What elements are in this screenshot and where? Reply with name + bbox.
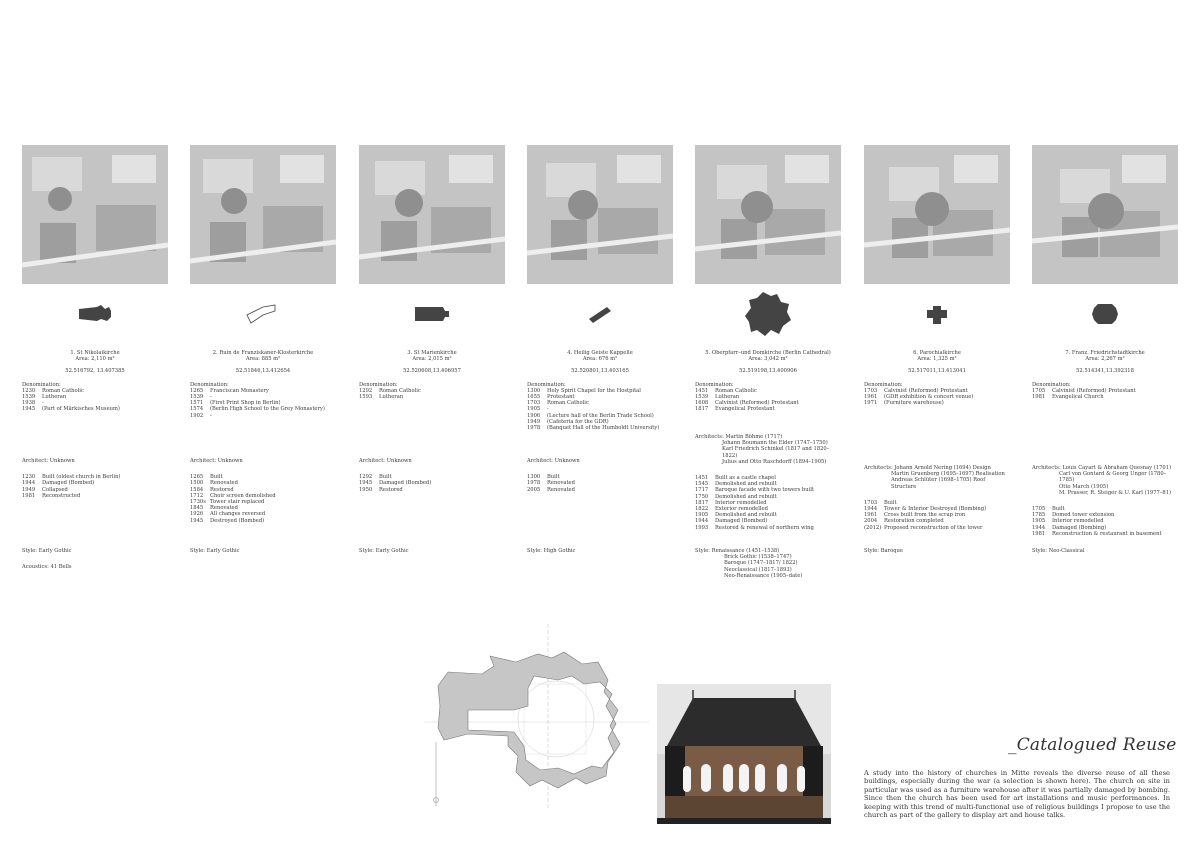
church-floor-plan: [424, 624, 649, 809]
history-row: 1703 Built: [864, 499, 897, 506]
church-column: [695, 145, 841, 413]
architect-line: Martin Gruenberg (1695–1697) Realisation: [891, 471, 1005, 478]
history-row: (2012) Proposed reconstruction of the tower: [864, 524, 983, 531]
style-line: Style: Early Gothic: [190, 548, 240, 554]
aerial-photo: [864, 145, 1010, 284]
style-line: Baroque (1747–1817/ 1822): [724, 560, 798, 567]
church-column: [190, 145, 336, 419]
history-row: 1292 Built: [359, 474, 392, 481]
denomination-row: 1978 (Banquet Hall of the Humboldt University): [527, 425, 660, 432]
history-row: 1545 Demolished and rebuilt: [695, 481, 777, 488]
denomination-row: 1902 -: [190, 412, 212, 419]
denomination-label: Denomination:: [1032, 381, 1071, 388]
history-row: 1717 Baroque facade with two towers built: [695, 487, 814, 494]
history-row: 1712 Choir screen demolished: [190, 492, 276, 499]
architect-line: Architects: Martin Böhme (1717): [695, 434, 783, 440]
church-footprint: [22, 284, 168, 344]
history-row: 1500 Renovated: [190, 480, 238, 487]
acoustics-line: Acoustics: 41 Bells: [22, 564, 72, 571]
denomination-row: 1539 -: [190, 394, 212, 401]
denomination-row: 1971 (Furniture warehouse): [864, 400, 944, 407]
church-coordinates: 52.520801,13.403165: [571, 368, 629, 375]
church-name: 4. Heilig Geiste Kappelle: [567, 350, 633, 356]
church-name: 1. St Nikolaikirche: [70, 350, 120, 356]
church-area: Area: 885 m²: [245, 356, 281, 363]
style-line: Style: High Gothic: [527, 548, 576, 554]
denomination-row: 1539 Lutheran: [695, 394, 740, 401]
church-area: Area: 1,325 m²: [917, 356, 957, 363]
architect-line: Architects: Johann Arnold Nering (1694) Design: [864, 465, 991, 471]
history-row: 1981 Reconstructed: [22, 492, 81, 499]
history-row: 1945 Destroyed (Bombed): [190, 517, 265, 524]
church-footprint: [864, 284, 1010, 344]
denomination-row: 1574 (Berlin High School to the Grey Monastery): [190, 406, 325, 413]
style-line: Style: Early Gothic: [359, 548, 409, 554]
history-row: 1993 Restored & renewal of northern wing: [695, 524, 814, 531]
church-column: [864, 145, 1010, 406]
denomination-row: 1703 Roman Catholic: [527, 400, 589, 407]
denomination-row: 1292 Roman Catholic: [359, 387, 421, 394]
denomination-label: Denomination:: [359, 381, 398, 388]
architect-line: Architect: Unknown: [527, 458, 580, 464]
denomination-row: 1300 Holy Spirit Chapel for the Hostpital: [527, 387, 641, 394]
aerial-photo: [1032, 145, 1178, 284]
architect-line: Carl von Gontard & Georg Unger (1780–1785): [1059, 471, 1167, 484]
church-name: 6. Parochialkirche: [913, 350, 961, 356]
history-row: 1926 All changes reversed: [190, 511, 266, 518]
history-row: 1981 Reconstruction & restaurant in basement: [1032, 530, 1162, 537]
architect-line: Otto March (1905): [1059, 483, 1109, 490]
style-line: Style: Renaissance (1451–1538): [695, 548, 780, 554]
church-name: 2. Ruin de Franziskaner-Klosterkirche: [212, 350, 314, 356]
style-line: Neoclassical (1817–1893): [724, 566, 792, 573]
denomination-row: 1655 Protestant: [527, 394, 575, 401]
history-row: 1230 Built (oldest church in Berlin): [22, 474, 121, 481]
denomination-row: 1906 (Lecture hall of the Berlin Trade School): [527, 412, 654, 419]
history-row: 1961 Cross built from the scrap iron: [864, 512, 966, 519]
aerial-photo: [359, 145, 505, 284]
denomination-row: 1608 Calvinist (Reformed) Protestant: [695, 400, 799, 407]
church-coordinates: 52.514341,13.392318: [1076, 368, 1134, 375]
church-column: [22, 145, 168, 413]
architect-line: Architects: Louis Cayart & Abraham Quesnay (1701): [1032, 465, 1172, 471]
aerial-photo: [190, 145, 336, 284]
denomination-row: 1703 Calvinist (Reformed) Protestant: [864, 387, 968, 394]
architect-line: Architect: Unknown: [190, 458, 243, 464]
page-title: _Catalogued Reuse: [1008, 735, 1177, 755]
history-row: 2005 Renovated: [527, 486, 575, 493]
style-line: Brick Gothic (1538–1747): [724, 554, 792, 561]
history-row: 1817 Interior remodelled: [695, 499, 767, 506]
church-footprint: [359, 284, 505, 344]
church-coordinates: 52.517011,13.413041: [908, 368, 966, 375]
aerial-photo: [695, 145, 841, 284]
history-row: 1750 Demolished and rebuilt: [695, 493, 777, 500]
history-row: 2004 Restoration completed: [864, 518, 944, 525]
denomination-row: 1938 -: [22, 400, 44, 407]
history-row: 1950 Restored: [359, 486, 403, 493]
denomination-label: Denomination:: [864, 381, 903, 388]
denomination-row: 1265 Franciscan Monastery: [190, 387, 269, 394]
denomination-row: 1949 (Cafeteria for the GDR): [527, 418, 609, 425]
denomination-row: 1571 (First Print Shop in Berlin): [190, 400, 281, 407]
history-row: 1978 Renovated: [527, 480, 575, 487]
church-column: [1032, 145, 1178, 400]
denomination-label: Denomination:: [695, 381, 734, 388]
architect-line: Architect: Unknown: [359, 458, 412, 464]
church-column: [527, 145, 673, 431]
church-area: Area: 2,110 m²: [75, 356, 115, 363]
history-row: 1944 Tower & Interior Destroyed (Bombing): [864, 506, 987, 513]
church-area: Area: 2,267 m²: [1085, 356, 1125, 363]
church-name: 5. Oberpfarr–und Domkirche (Berlin Cathedral): [705, 350, 831, 356]
architect-line: Johann Boumann the Elder (1747–1750): [722, 440, 828, 447]
church-column: [359, 145, 505, 400]
denomination-label: Denomination:: [527, 381, 566, 388]
church-coordinates: 52.51846,13.412654: [235, 368, 291, 375]
denomination-row: 1705 Calvinist (Reformed) Protestant: [1032, 387, 1136, 394]
history-row: 1949 Collapsed: [22, 486, 68, 493]
denomination-row: 1593 Lutheran: [359, 394, 404, 401]
aerial-photo: [22, 145, 168, 284]
church-footprint: [527, 284, 673, 344]
history-row: 1905 Interior remodelled: [1032, 518, 1104, 525]
aerial-photo: [527, 145, 673, 284]
denomination-row: 1817 Evangelical Protestant: [695, 406, 775, 413]
history-row: 1945 Damaged (Bombed): [359, 480, 432, 487]
style-line: Style: Neo-Classical: [1032, 548, 1085, 554]
church-footprint: [1032, 284, 1178, 344]
church-name: 3. St Marienkirche: [407, 350, 457, 356]
denomination-row: 1451 Roman Catholic: [695, 387, 757, 394]
church-name: 7. Franz. Friedrichstadtkirche: [1065, 350, 1145, 356]
church-area: Area: 676 m²: [582, 356, 618, 363]
church-section-elevation: [657, 684, 831, 824]
church-coordinates: 52.520608,13.406957: [403, 368, 461, 375]
history-row: 1845 Renovated: [190, 505, 238, 512]
architect-line: Architect: Unknown: [22, 458, 75, 464]
denomination-row: 1981 Evangelical Church: [1032, 394, 1104, 401]
denomination-label: Denomination:: [22, 381, 61, 388]
architect-line: Karl Friedrich Schinkel (1817 and 1820–1822): [722, 446, 830, 459]
history-row: 1944 Damaged (Bombed): [22, 480, 95, 487]
church-footprint: [695, 284, 841, 344]
church-footprint: [190, 284, 336, 344]
denomination-row: 1905 -: [527, 406, 549, 413]
denomination-row: 1945 (Part of Märkisches Museum): [22, 406, 120, 413]
church-area: Area: 2,015 m²: [412, 356, 452, 363]
history-row: 1705 Built: [1032, 506, 1065, 513]
history-row: 1944 Damaged (Bombed): [695, 518, 768, 525]
history-row: 1785 Domed tower extension: [1032, 512, 1115, 519]
architect-line: M. Prasser, R. Steiger & U. Karl (1977–81): [1059, 489, 1172, 496]
denomination-row: 1230 Roman Catholic: [22, 387, 84, 394]
denomination-row: 1539 Lutheran: [22, 394, 67, 401]
history-row: 1730s Tower stair replaced: [190, 499, 265, 506]
history-row: 1584 Restored: [190, 486, 234, 493]
church-area: Area: 3,042 m²: [748, 356, 788, 363]
style-line: Neo-Renaissance (1905–date): [724, 572, 803, 579]
style-line: Style: Early Gothic: [22, 548, 72, 554]
history-row: 1944 Damaged (Bombing): [1032, 524, 1107, 531]
description-paragraph: A study into the history of churches in Mitte reveals the diverse reuse of all these buildings, especially during the war (a selection is shown here). The church on site in particular was used as a furniture warehouse after it was partially damaged by bombing. Since then the church has been used for art installations and music performances. In keeping with this trend of multi-functional use of religious buildings I propose to use the church as part of the gallery to display art and house talks.: [864, 769, 1170, 820]
history-row: 1451 Built as a castle chapel: [695, 475, 776, 482]
architect-line: Andreas Schlüter (1698–1705) Roof Structure: [891, 477, 986, 490]
architect-line: Julius and Otto Raschdorff (1894–1905): [722, 458, 827, 465]
history-row: 1822 Exterior remodelled: [695, 506, 768, 513]
history-row: 1265 Built: [190, 474, 223, 481]
church-coordinates: 52.516792, 13.407385: [65, 368, 125, 375]
church-coordinates: 52.519198,13.400906: [739, 368, 797, 375]
denomination-label: Denomination:: [190, 381, 229, 388]
history-row: 1905 Demolished and rebuilt: [695, 512, 777, 519]
denomination-row: 1961 (GDR exhibition & concert venue): [864, 394, 974, 401]
style-line: Style: Baroque: [864, 548, 903, 554]
history-row: 1300 Built: [527, 474, 560, 481]
